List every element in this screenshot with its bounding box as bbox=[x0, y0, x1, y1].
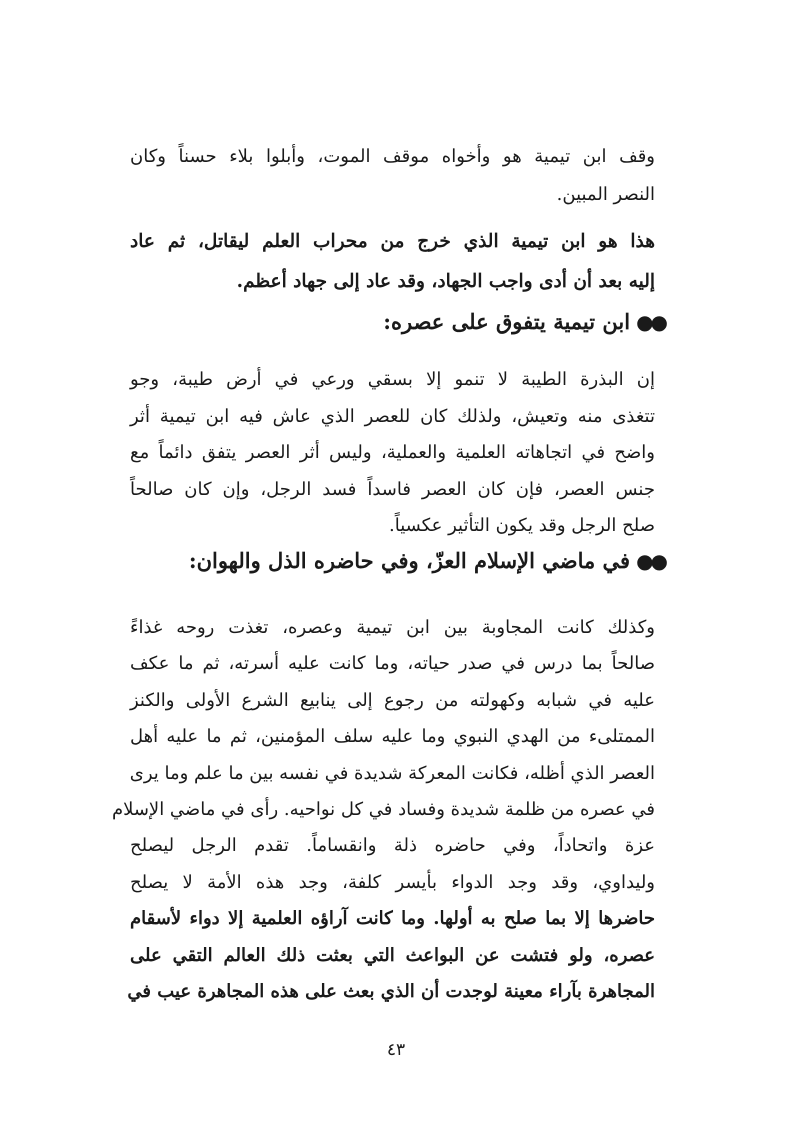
paragraph-line: جنس العصر، فإن كان العصر فاسداً فسد الرجل، وإن كان صالحاً bbox=[130, 478, 655, 500]
section-heading-2 bbox=[130, 548, 665, 573]
paragraph-line: وقف ابن تيمية هو وأخواه موقف الموت، وأبلوا بلاء حسناً وكان bbox=[130, 146, 655, 167]
paragraph-line: وكذلك كانت المجاوبة بين ابن تيمية وعصره، تغذت روحه غذاءً bbox=[130, 617, 655, 638]
paragraph-1 bbox=[130, 138, 655, 214]
section-heading-1 bbox=[270, 309, 665, 334]
heading-text: في ماضي الإسلام العزّ، وفي حاضره الذل والهوان: bbox=[188, 548, 631, 573]
paragraph-line: صلح الرجل وقد يكون التأثير عكسياً. bbox=[388, 515, 655, 536]
paragraph-line: الممتلىء من الهدي النبوي وما عليه سلف المؤمنين، ثم ما عليه أهل bbox=[130, 726, 655, 748]
paragraph-line: إليه بعد أن أدى واجب الجهاد، وقد عاد إلى جهاد أعظم. bbox=[236, 271, 655, 292]
paragraph-line: إن البذرة الطيبة لا تنمو إلا بسقي ورعي في أرض طيبة، وجو bbox=[130, 369, 655, 390]
heading-text: ابن تيمية يتفوق على عصره: bbox=[383, 309, 631, 334]
bullet-icon: ●● bbox=[636, 549, 665, 573]
paragraph-line: عليه في شبابه وكهولته من رجوع إلى ينابيع الشرع الأولى والكنز bbox=[130, 689, 655, 711]
paragraph-line: واضح في اتجاهاته العلمية والعملية، وليس أثر العصر يتفق دائماً مع bbox=[130, 442, 655, 463]
paragraph-line: وليداوي، وقد وجد الدواء بأيسر كلفة، وجد هذه الأمة لا يصلح bbox=[130, 871, 655, 893]
bullet-icon: ●● bbox=[636, 310, 665, 334]
paragraph-2 bbox=[130, 222, 655, 302]
paragraph-line: صالحاً بما درس في صدر حياته، وما كانت عليه أسرته، ثم ما عكف bbox=[130, 653, 655, 675]
paragraph-line: تتغذى منه وتعيش، ولذلك كان للعصر الذي عاش فيه ابن تيمية أثر bbox=[130, 405, 655, 427]
paragraph-line: في عصره من ظلمة شديدة وفساد في كل نواحيه. رأى في ماضي الإسلام bbox=[111, 799, 655, 821]
page-number: ٤٣ bbox=[386, 1040, 406, 1060]
paragraph-3 bbox=[130, 362, 655, 545]
paragraph-line: المجاهرة بآراء معينة لوجدت أن الذي بعث على هذه المجاهرة عيب في bbox=[127, 981, 655, 1003]
paragraph-line: عزة واتحاداً، وفي حاضره ذلة وانقساماً. تقدم الرجل ليصلح bbox=[130, 835, 655, 857]
paragraph-line: النصر المبين. bbox=[556, 184, 655, 205]
paragraph-line: حاضرها إلا بما صلح به أولها. وما كانت آراؤه العلمية إلا دواء لأسقام bbox=[130, 908, 655, 930]
paragraph-4 bbox=[111, 610, 655, 1010]
paragraph-line: هذا هو ابن تيمية الذي خرج من محراب العلم ليقاتل، ثم عاد bbox=[130, 231, 655, 252]
paragraph-line: عصره، ولو فتشت عن البواعث التي بعثت ذلك العالم التقي على bbox=[130, 944, 655, 966]
paragraph-line: العصر الذي أظله، فكانت المعركة شديدة في نفسه بين ما علم وما يرى bbox=[129, 762, 655, 784]
